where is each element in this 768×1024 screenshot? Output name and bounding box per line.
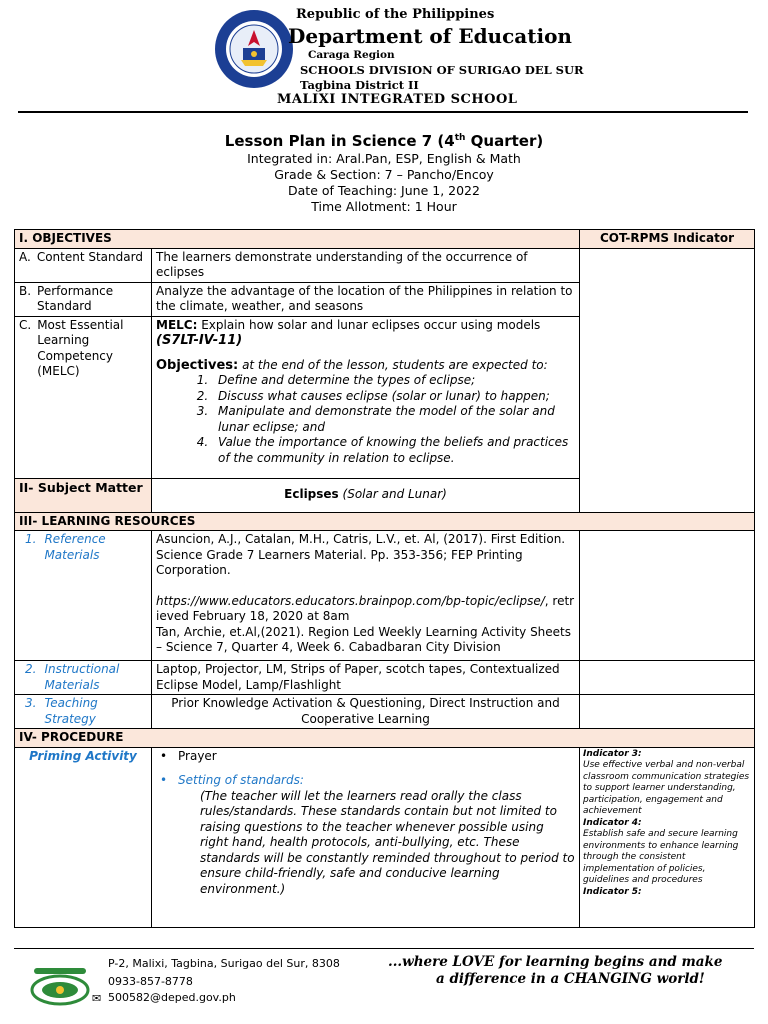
objectives-list (156, 373, 575, 466)
motto-line-2: a difference in a CHANGING world! (436, 971, 705, 987)
priming-activity-content (152, 747, 580, 927)
email-icon: ✉ (92, 992, 102, 1005)
district-text: Tagbina District II (300, 78, 419, 92)
footer-address: P-2, Malixi, Tagbina, Surigao del Sur, 8308 (108, 957, 340, 970)
region-text: Caraga Region (308, 49, 395, 61)
instructional-materials-label: 2. Instructional Materials (15, 661, 152, 695)
indicator-3-title: Indicator 3: (583, 748, 642, 759)
date-line: Date of Teaching: June 1, 2022 (288, 183, 480, 198)
objective-item: 1. Define and determine the types of eclipse; (212, 373, 575, 389)
melc-code: (S7LT-IV-11) (156, 333, 243, 348)
indicator-5-title: Indicator 5: (583, 886, 642, 897)
lesson-plan-title: Lesson Plan in Science 7 (4th Quarter) (224, 132, 544, 150)
content-standard-label: A. Content Standard (15, 248, 152, 282)
footer-phone: 0933-857-8778 (108, 975, 193, 988)
melc-content: MELC: Explain how solar and lunar eclipses occur using models (S7LT-IV-11) Objectives: at the end of the lesson, students are expected to: 1. Define and determine the types of eclipse; 2. Discuss what causes eclipse (solar or lunar) to happen; 3. Manipulate and demonstrate the model of the solar and lunar eclipse; and 4. Value the importance of knowing the beliefs and practices of the community in relation to eclipse. (152, 316, 580, 478)
performance-standard-label: B. Performance Standard (15, 282, 152, 316)
deped-seal-icon (213, 8, 295, 90)
title-block (0, 128, 768, 215)
objectives-header: I. OBJECTIVES (15, 230, 580, 249)
indicator-4-title: Indicator 4: (583, 817, 642, 828)
division-text: SCHOOLS DIVISION OF SURIGAO DEL SUR (300, 63, 584, 77)
school-logo-icon (30, 960, 90, 1008)
indicator-4-text: Establish safe and secure learning environments to enhance learning through the consistent implementation of policies, guidelines and procedures (583, 829, 739, 885)
subject-matter-text: Eclipses (Solar and Lunar) (152, 478, 580, 512)
teaching-strategy-label: 3. Teaching Strategy (15, 695, 152, 729)
indicator-3-text: Use effective verbal and non-verbal classroom communication strategies to support learner understanding, participation, engagement and achievement (583, 760, 750, 816)
header-rule (18, 111, 748, 113)
footer-email: 500582@deped.gov.ph (108, 991, 236, 1004)
indicator-cell-instructional (580, 661, 755, 695)
time-allotment-line: Time Allotment: 1 Hour (311, 199, 457, 214)
indicator-cell-objectives (580, 248, 755, 512)
department-title: Department of Education (288, 24, 572, 48)
performance-standard-text: Analyze the advantage of the location of the Philippines in relation to the climate, weather, and seasons (152, 282, 580, 316)
priming-activity-label: Priming Activity (15, 747, 152, 927)
melc-label: C. Most Essential Learning Competency (MELC) (15, 316, 152, 478)
indicator-cell-strategy (580, 695, 755, 729)
instructional-materials-text: Laptop, Projector, LM, Strips of Paper, scotch tapes, Contextualized Eclipse Model, Lamp/Flashlight (152, 661, 580, 695)
subject-matter-label: II- Subject Matter (15, 478, 152, 512)
standards-bullet: • Setting of standards: (160, 773, 304, 787)
school-name: MALIXI INTEGRATED SCHOOL (277, 92, 518, 107)
republic-text: Republic of the Philippines (296, 7, 495, 22)
teaching-strategy-text: Prior Knowledge Activation & Questioning, Direct Instruction and Cooperative Learning (152, 695, 580, 729)
indicator-cell-reference (580, 531, 755, 661)
lesson-plan-table (14, 229, 755, 928)
content-standard-text: The learners demonstrate understanding of the occurrence of eclipses (152, 248, 580, 282)
integrated-line: Integrated in: Aral.Pan, ESP, English & Math (247, 151, 521, 166)
grade-section-line: Grade & Section: 7 – Pancho/Encoy (274, 167, 494, 182)
procedure-header: IV- PROCEDURE (15, 729, 755, 748)
motto-line-1: ...where LOVE for learning begins and make (388, 954, 723, 970)
objective-item: 4. Value the importance of knowing the beliefs and practices of the community in relation to eclipse. (212, 435, 575, 466)
standards-text: (The teacher will let the learners read orally the class rules/standards. These standards contain but not limited to raising questions to the teacher whenever possible using right hand, health protocols, anti-bullying, etc. These standards will be constantly reminded throughout to period to ensure child-friendly, safe and conducive learning environment.) (200, 788, 575, 896)
prayer-bullet: • Prayer (160, 748, 217, 763)
objective-item: 3. Manipulate and demonstrate the model of the solar and lunar eclipse; and (212, 404, 575, 435)
learning-resources-header: III- LEARNING RESOURCES (15, 512, 755, 531)
objective-item: 2. Discuss what causes eclipse (solar or lunar) to happen; (212, 389, 575, 405)
reference-materials-label: 1. Reference Materials (15, 531, 152, 661)
indicator-cell-procedure (580, 747, 755, 927)
reference-materials-text: Asuncion, A.J., Catalan, M.H., Catris, L.V., et. Al, (2017). First Edition. Science Grade 7 Learners Material. Pp. 353-356; FEP Printing Corporation. https://www.educators.educators.brainpop.com/bp-topic/eclipse/, retrieved February 18, 2020 at 8am Tan, Archie, et.Al,(2021). Region Led Weekly Learning Activity Sheets – Science 7, Quarter 4, Week 6. Cabadbaran City Division (152, 531, 580, 661)
footer-rule (14, 948, 754, 949)
indicator-header: COT-RPMS Indicator (580, 230, 755, 249)
